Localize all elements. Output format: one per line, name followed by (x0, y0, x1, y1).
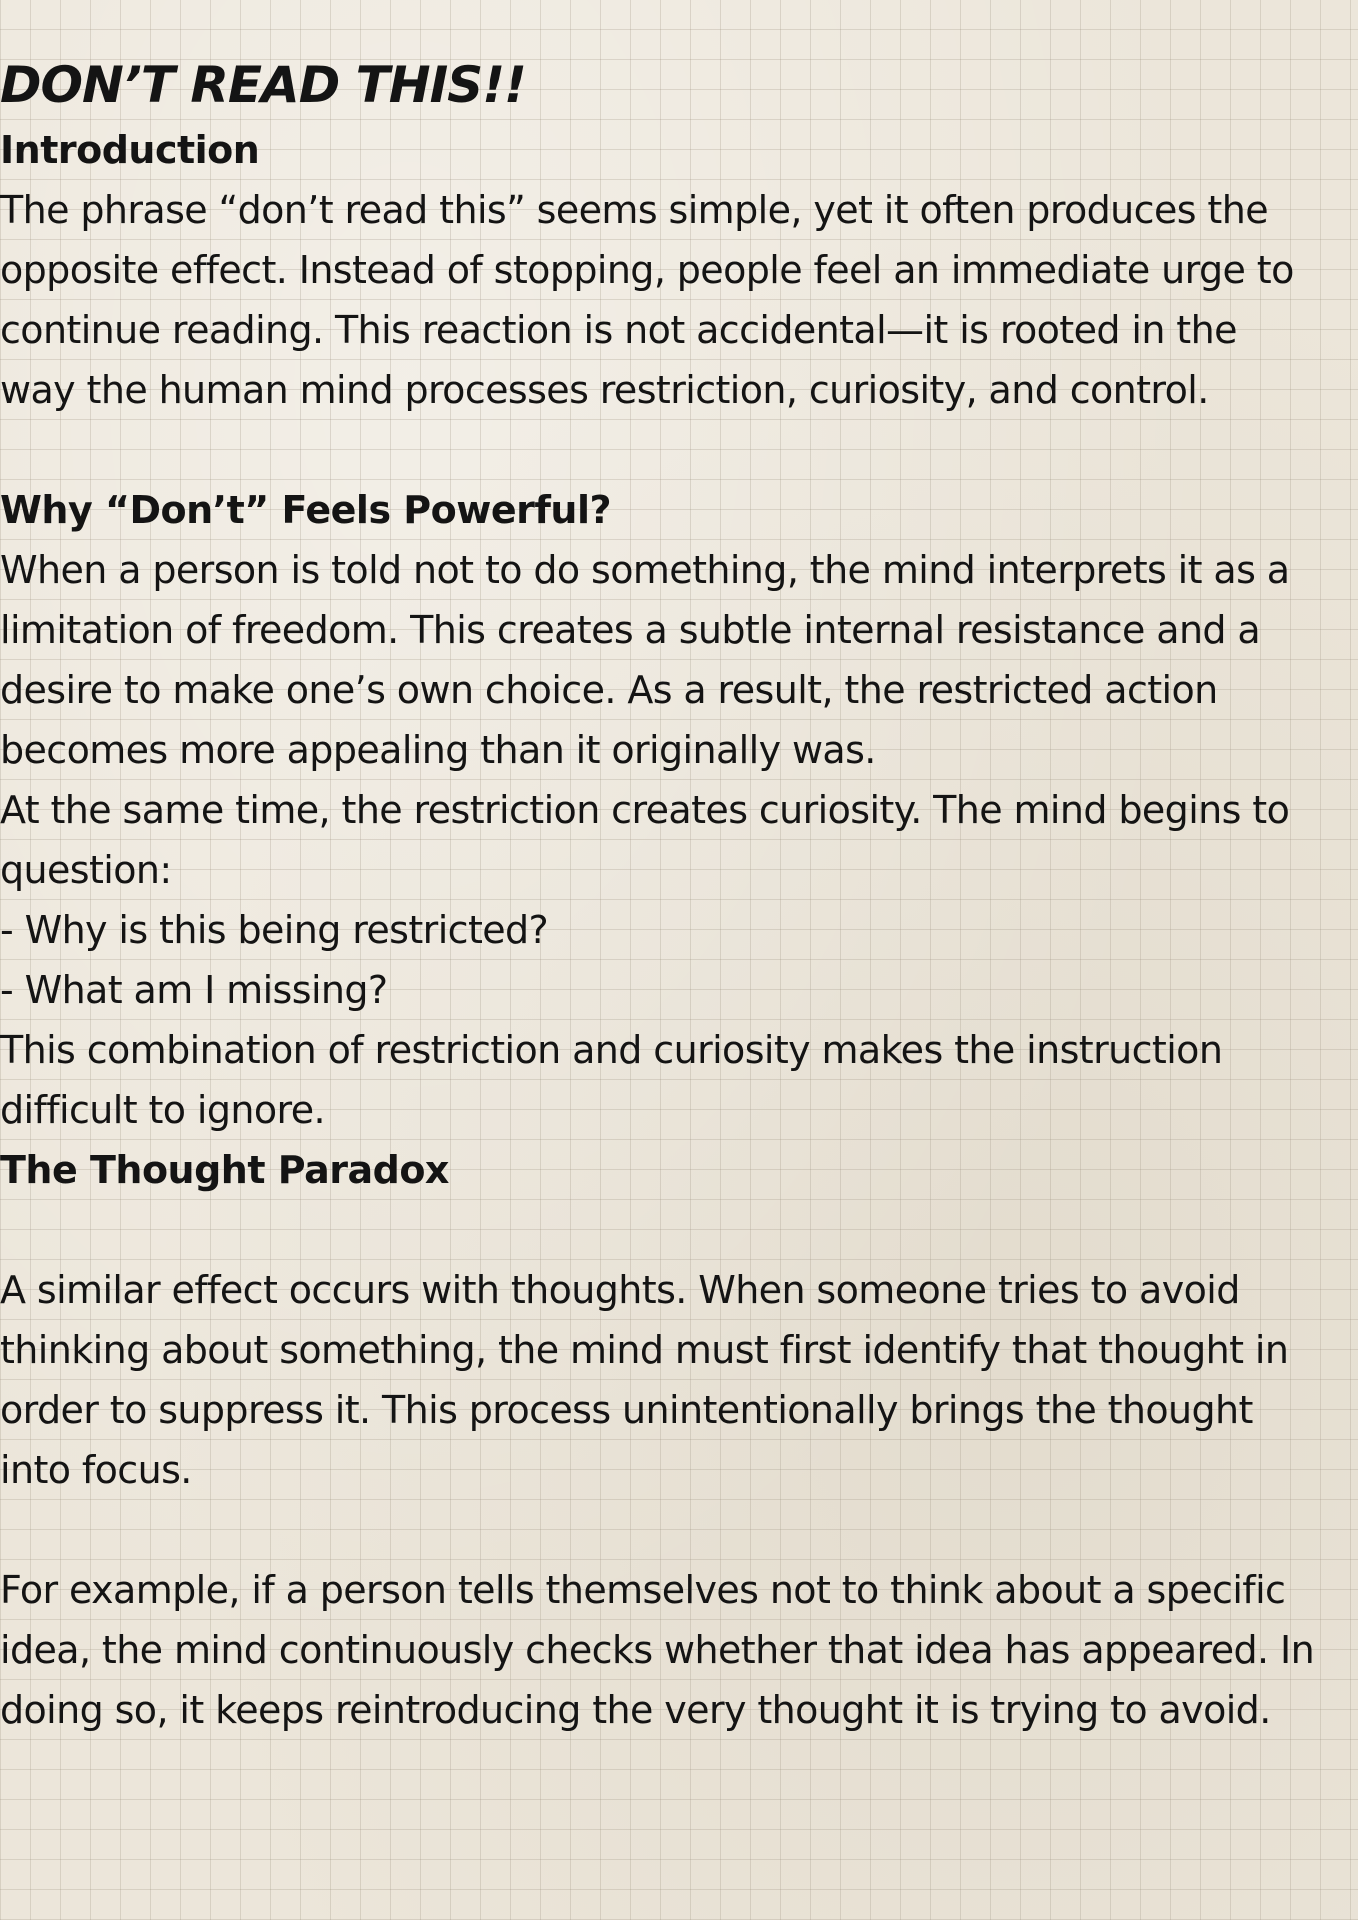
text-line: order to suppress it. This process unintentionally brings the thought (0, 1388, 1253, 1432)
text-line: At the same time, the restriction creates curiosity. The mind begins to (0, 788, 1290, 832)
text-line: way the human mind processes restriction, curiosity, and control. (0, 368, 1209, 412)
list-item: - Why is this being restricted? (0, 908, 549, 952)
text-line: continue reading. This reaction is not accidental—it is rooted in the (0, 308, 1237, 352)
text-line: becomes more appealing than it originally was. (0, 728, 876, 772)
intro-paragraph (0, 180, 1350, 420)
text-line: limitation of freedom. This creates a subtle internal resistance and a (0, 608, 1261, 652)
paradox-paragraph-2 (0, 1560, 1350, 1740)
intro-heading: Introduction (0, 128, 260, 172)
paradox-paragraph-1 (0, 1260, 1350, 1500)
list-item: - What am I missing? (0, 968, 388, 1012)
text-line: desire to make one’s own choice. As a result, the restricted action (0, 668, 1218, 712)
document-page (0, 50, 1350, 1740)
text-line: into focus. (0, 1448, 192, 1492)
text-line: This combination of restriction and curiosity makes the instruction (0, 1028, 1223, 1072)
text-line: difficult to ignore. (0, 1088, 325, 1132)
text-line: For example, if a person tells themselves not to think about a specific (0, 1568, 1286, 1612)
text-line: opposite effect. Instead of stopping, people feel an immediate urge to (0, 248, 1294, 292)
text-line: idea, the mind continuously checks whether that idea has appeared. In (0, 1628, 1315, 1672)
document-title: DON’T READ THIS!! (0, 56, 526, 114)
text-line: A similar effect occurs with thoughts. When someone tries to avoid (0, 1268, 1240, 1312)
blank-line (0, 1200, 1350, 1260)
text-line: The phrase “don’t read this” seems simple, yet it often produces the (0, 188, 1268, 232)
text-line: When a person is told not to do something, the mind interprets it as a (0, 548, 1290, 592)
text-line: question: (0, 848, 172, 892)
why-paragraph (0, 540, 1350, 1140)
text-line: thinking about something, the mind must first identify that thought in (0, 1328, 1289, 1372)
paradox-heading: The Thought Paradox (0, 1148, 449, 1192)
blank-line (0, 420, 1350, 480)
blank-line (0, 1500, 1350, 1560)
why-heading: Why “Don’t” Feels Powerful? (0, 488, 612, 532)
text-line: doing so, it keeps reintroducing the very thought it is trying to avoid. (0, 1688, 1271, 1732)
